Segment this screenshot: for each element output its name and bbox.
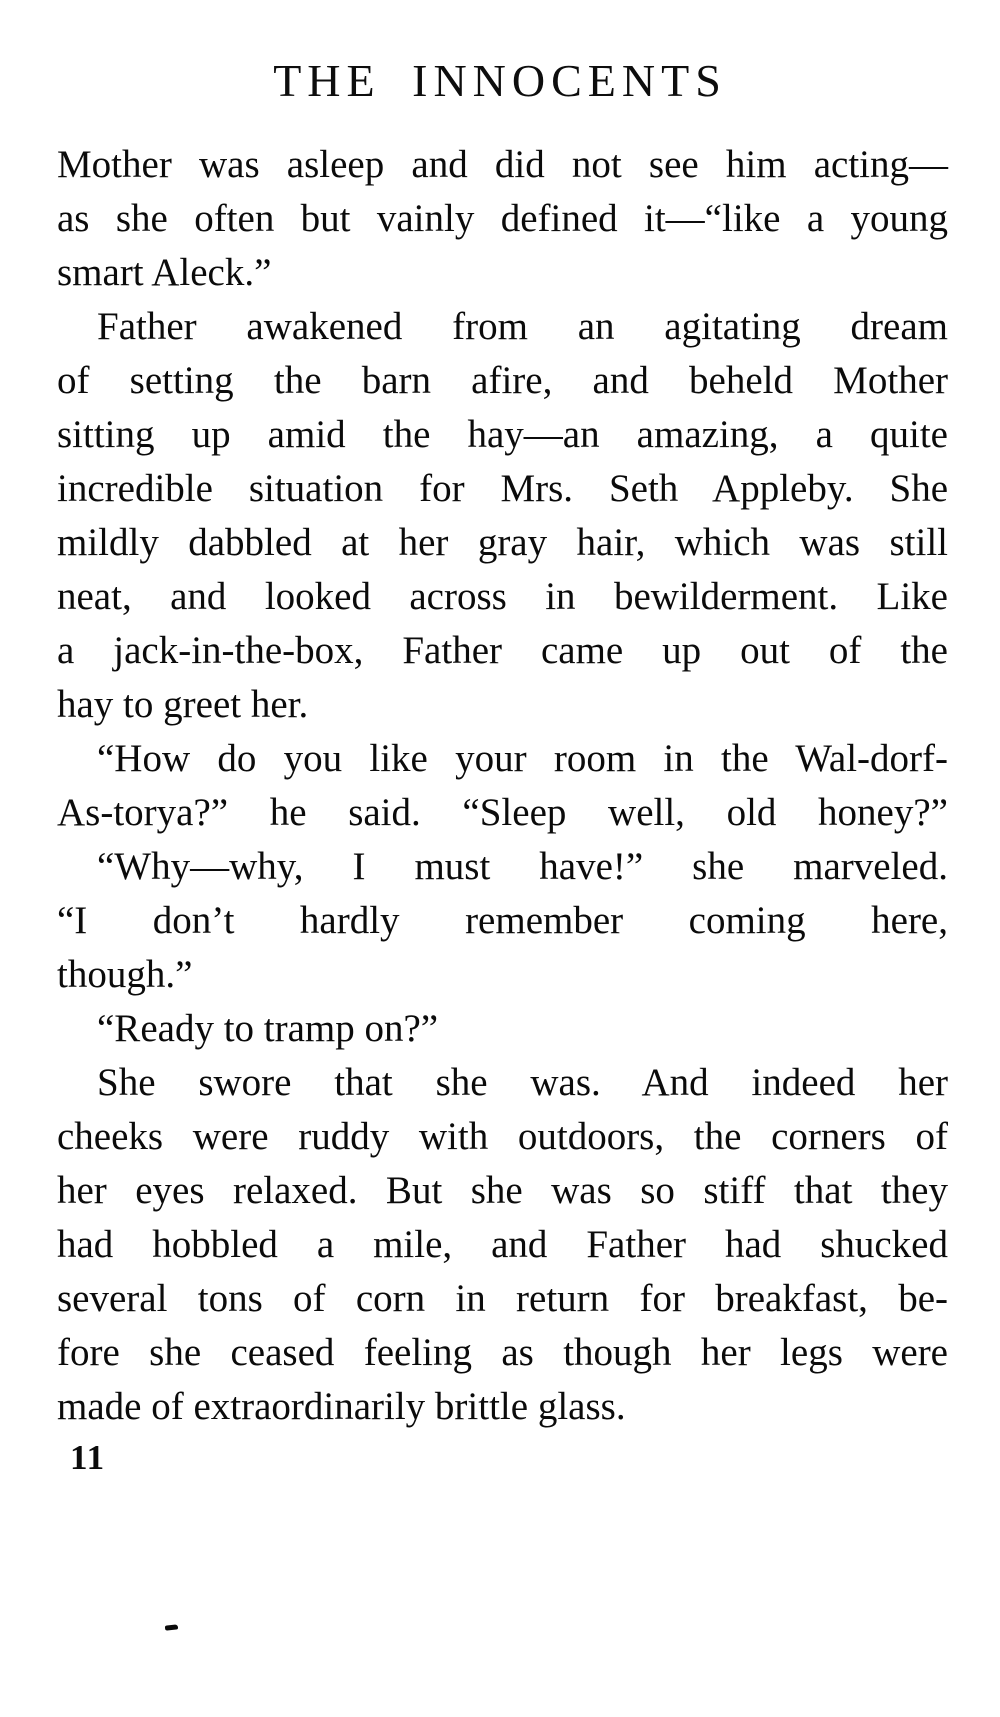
text-line: “Ready to tramp on?” — [97, 1007, 439, 1050]
text-line: had hobbled a mile, and Father had shucked — [57, 1223, 948, 1266]
text-line: several tons of corn in return for breakfast, be- — [57, 1277, 948, 1320]
page-body — [57, 138, 948, 1434]
text-line: of setting the barn afire, and beheld Mother — [57, 359, 948, 402]
text-line: neat, and looked across in bewilderment. Like — [57, 575, 948, 618]
text-line: though.” — [57, 953, 193, 996]
text-line: sitting up amid the hay—an amazing, a quite — [57, 413, 948, 456]
text-line: fore she ceased feeling as though her legs were — [57, 1331, 948, 1374]
text-line: hay to greet her. — [57, 683, 309, 726]
text-line: as she often but vainly defined it—“like a young — [57, 197, 948, 240]
text-line: mildly dabbled at her gray hair, which was still — [57, 521, 948, 564]
text-line: “Why—why, I must have!” she marveled. — [97, 845, 948, 888]
paragraph — [57, 300, 948, 732]
text-line: Father awakened from an agitating dream — [97, 305, 948, 348]
paragraph — [57, 1002, 948, 1056]
text-line: She swore that she was. And indeed her — [97, 1061, 948, 1104]
scan-artifact-mark — [165, 1624, 178, 1630]
page-number: 11 — [70, 1438, 106, 1477]
paragraph — [57, 732, 948, 840]
text-line: “I don’t hardly remember coming here, — [57, 899, 948, 942]
text-line: “How do you like your room in the Wal-dorf- — [97, 737, 948, 780]
text-line: incredible situation for Mrs. Seth Appleby. She — [57, 467, 948, 510]
text-line: made of extraordinarily brittle glass. — [57, 1385, 626, 1428]
text-line: a jack-in-the-box, Father came up out of the — [57, 629, 948, 672]
paragraph — [57, 1056, 948, 1434]
text-line: her eyes relaxed. But she was so stiff that they — [57, 1169, 948, 1212]
paragraph — [57, 840, 948, 1002]
text-line: Mother was asleep and did not see him acting— — [57, 143, 948, 186]
text-line: cheeks were ruddy with outdoors, the corners of — [57, 1115, 948, 1158]
paragraph — [57, 138, 948, 300]
text-line: smart Aleck.” — [57, 251, 272, 294]
text-line: As-torya?” he said. “Sleep well, old honey?” — [57, 791, 948, 834]
running-head-title: THE INNOCENTS — [273, 55, 727, 106]
